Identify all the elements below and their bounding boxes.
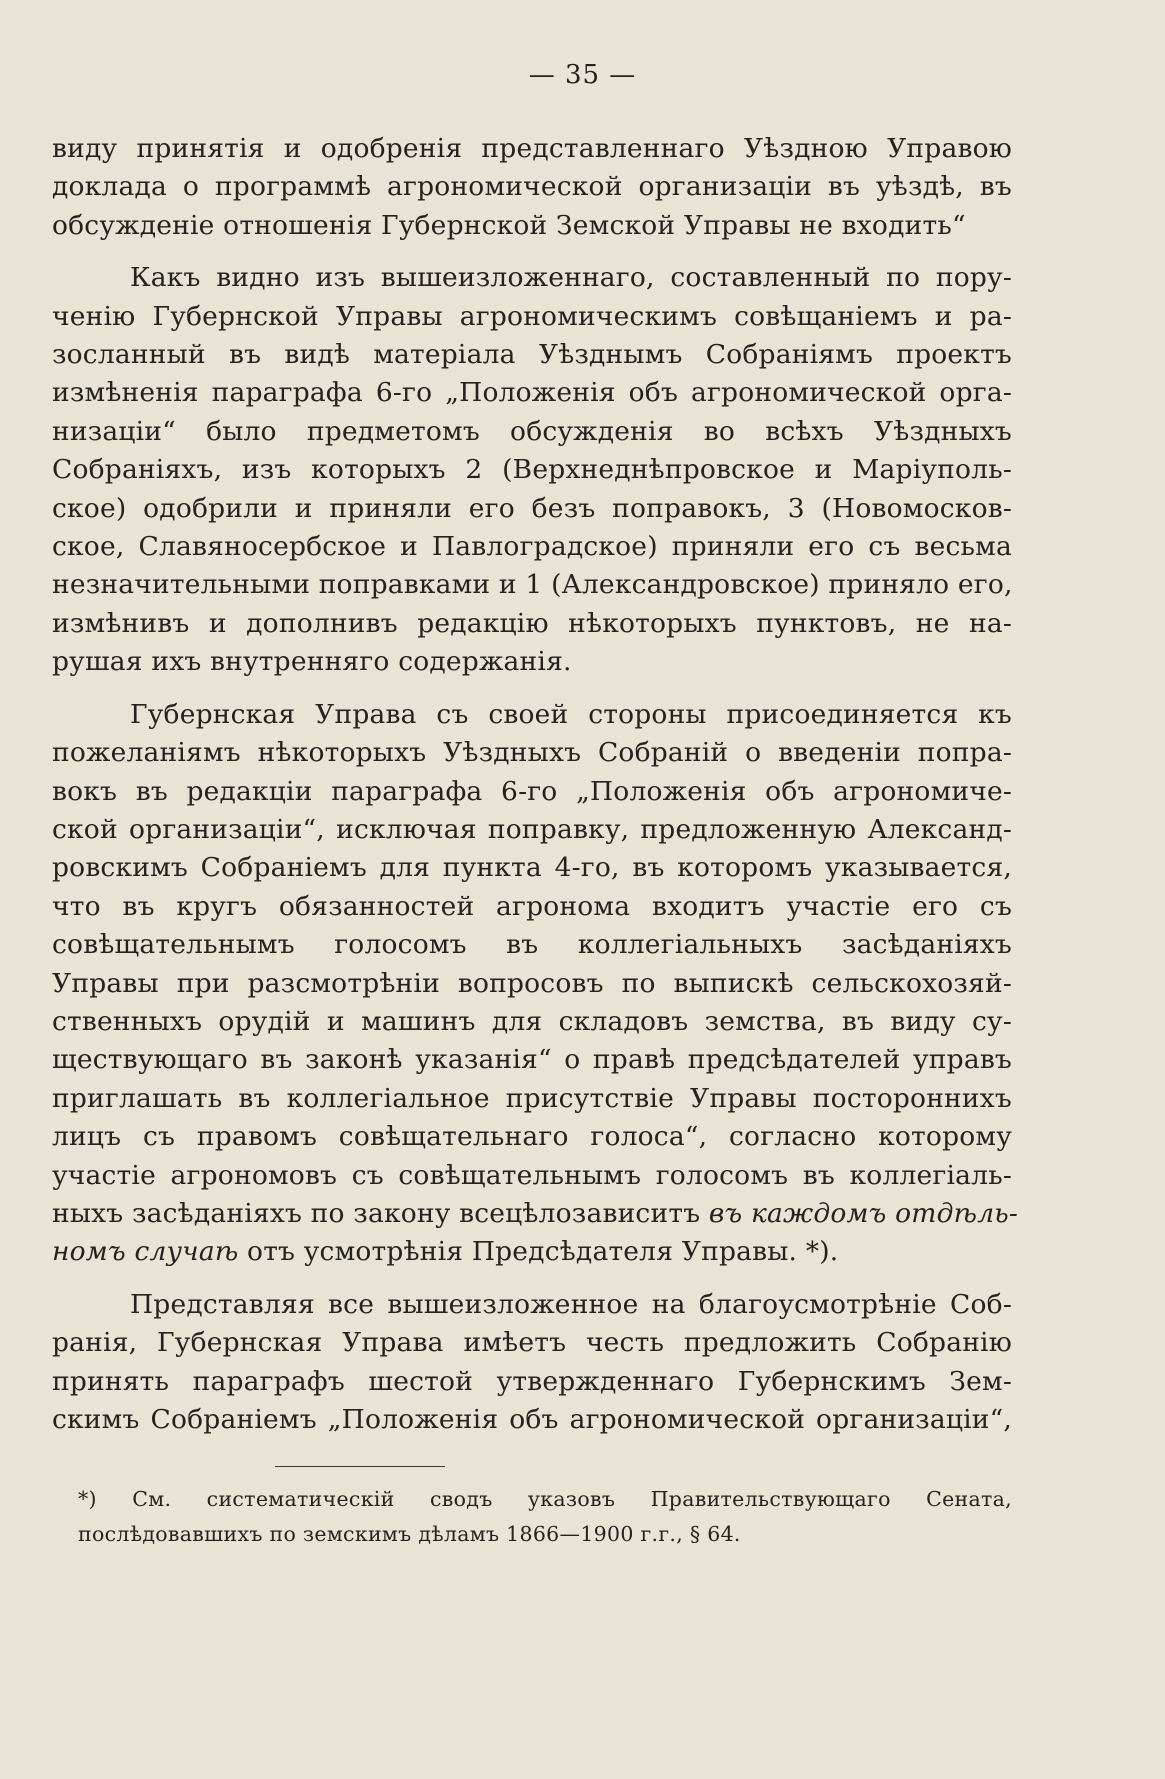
italic-emphasis: номъ случаѣ	[52, 1236, 239, 1268]
text-line: ское, Славяносербское и Павлоградское) приняли его съ весьма	[52, 531, 1012, 563]
text-line-mixed	[52, 1195, 1019, 1233]
text-line: совѣщательнымъ голосомъ въ коллегіальныхъ засѣданіяхъ	[52, 929, 1012, 961]
text-line: измѣнивъ и дополнивъ редакцію нѣкоторыхъ пунктовъ, не на-	[52, 607, 1012, 639]
text-line: пожеланіямъ нѣкоторыхъ Уѣздныхъ Собраній о введеніи попра-	[52, 737, 1012, 769]
text-segment: отъ усмотрѣнія Предсѣдателя Управы. *).	[247, 1236, 839, 1268]
text-line: виду принятія и одобренія представленнаго Уѣздною Управою	[52, 133, 1012, 164]
text-line: ской организаціи“, исключая поправку, предложенную Александ-	[52, 813, 1012, 845]
text-line: ское) одобрили и приняли его безъ поправокъ, 3 (Новомосков-	[52, 492, 1012, 524]
text-line: ственныхъ орудій и машинъ для складовъ земства, въ виду су-	[52, 1005, 1012, 1037]
italic-emphasis: въ каждомъ отдѣль-	[708, 1197, 1019, 1229]
paragraph-3	[52, 696, 1019, 1272]
text-segment: ныхъ засѣданіяхъ по закону всецѣлозависитъ	[52, 1197, 701, 1229]
text-line: зосланный въ видѣ матеріала Уѣзднымъ Собраніямъ проектъ	[52, 339, 1012, 371]
footnote-line: *) См. систематическій сводъ указовъ Правительствующаго Сената,	[78, 1487, 1012, 1511]
text-line: ченію Губернской Управы агрономическимъ совѣщаніемъ и ра-	[52, 300, 1012, 332]
text-line: скимъ Собраніемъ „Положенія объ агрономической организаціи“,	[52, 1404, 1012, 1435]
paragraph-2	[52, 259, 1012, 681]
footnote	[78, 1482, 1012, 1552]
text-line: ществующаго въ законѣ указанія“ о правѣ предсѣдателей управъ	[52, 1044, 1012, 1076]
text-line: незначительными поправками и 1 (Александровское) приняло его,	[52, 569, 1013, 601]
text-line: Представляя все вышеизложенное на благоусмотрѣніе Соб-	[130, 1288, 1012, 1320]
text-line: ровскимъ Собраніемъ для пункта 4-го, въ которомъ указывается,	[52, 852, 1012, 884]
paragraph-1	[52, 130, 1012, 245]
text-line-mixed	[52, 1233, 1012, 1271]
text-line: Собраніяхъ, изъ которыхъ 2 (Верхнеднѣпровское и Маріуполь-	[52, 454, 1012, 486]
text-line: рушая ихъ внутренняго содержанія.	[52, 646, 572, 678]
text-line: низаціи“ было предметомъ обсужденія во всѣхъ Уѣздныхъ	[52, 415, 1012, 447]
text-line: вокъ въ редакціи параграфа 6-го „Положенія объ агрономиче-	[52, 775, 1012, 807]
text-line: участіе агрономовъ съ совѣщательнымъ голосомъ въ коллегіаль-	[52, 1159, 1012, 1191]
footnote-divider	[275, 1466, 445, 1467]
text-line: обсужденіе отношенія Губернской Земской Управы не входить“	[52, 209, 966, 241]
footnote-line: послѣдовавшихъ по земскимъ дѣламъ 1866—1900 г.г., § 64.	[78, 1522, 741, 1546]
body-text	[52, 130, 1019, 1439]
text-line: принять параграфъ шестой утвержденнаго Губернскимъ Зем-	[52, 1365, 1012, 1397]
text-line: что въ кругъ обязанностей агронома входитъ участіе его съ	[52, 890, 1012, 922]
text-line: доклада о программѣ агрономической организаціи въ уѣздѣ, въ	[52, 171, 1012, 203]
text-line: Губернская Управа съ своей стороны присоединяется къ	[130, 698, 1012, 730]
text-line: ранія, Губернская Управа имѣетъ честь предложить Собранію	[52, 1327, 1012, 1359]
text-line: приглашать въ коллегіальное присутствіе Управы постороннихъ	[52, 1082, 1012, 1114]
text-line: лицъ съ правомъ совѣщательнаго голоса“, согласно которому	[52, 1121, 1012, 1153]
text-line: Управы при разсмотрѣніи вопросовъ по выпискѣ сельскохозяй-	[52, 967, 1012, 999]
text-line: измѣненія параграфа 6-го „Положенія объ агрономической орга-	[52, 377, 1012, 409]
text-line: Какъ видно изъ вышеизложеннаго, составленный по пору-	[130, 262, 1012, 294]
paragraph-4	[52, 1286, 1012, 1440]
page-number: — 35 —	[528, 60, 637, 90]
